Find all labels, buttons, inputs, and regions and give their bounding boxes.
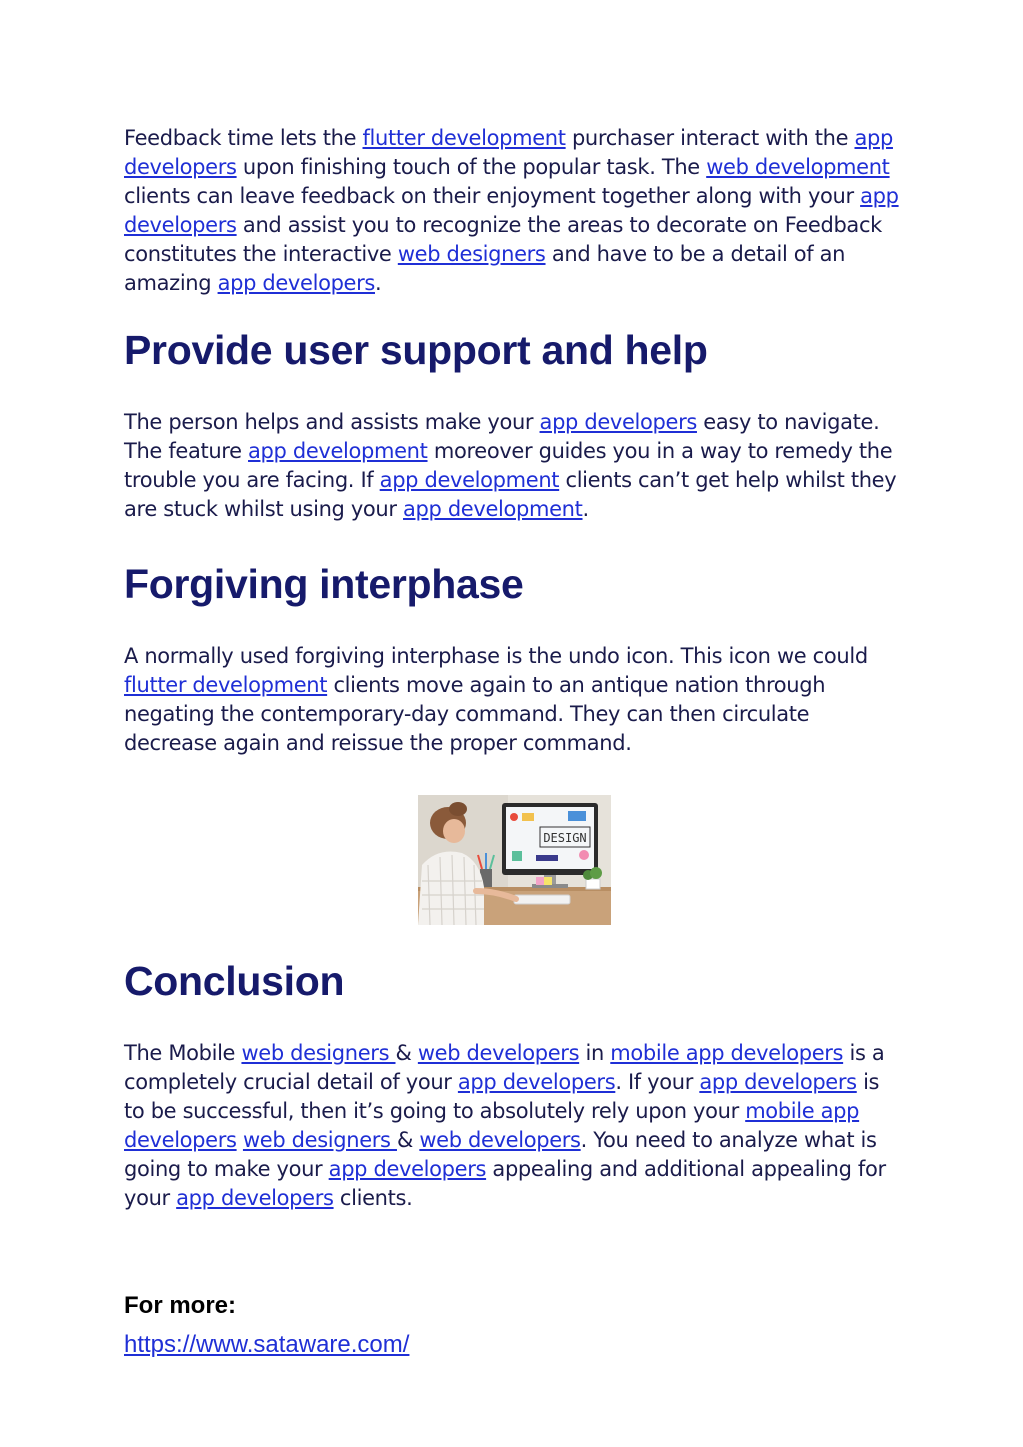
- link-web-development[interactable]: web development: [706, 155, 890, 179]
- intro-paragraph: Feedback time lets the flutter development purchaser interact with the app developers upon finishing touch of the popular task. The web development clients can leave feedback on their enjoyment together along with your app developers and assist you to recognize the areas to decorate on Feedback constitutes the interactive web designers and have to be a detail of an amazing app developers.: [124, 126, 899, 295]
- design-photo-illustration: [418, 795, 611, 925]
- link-app-developers[interactable]: app developers: [699, 1070, 857, 1094]
- for-more-label: For more:: [124, 1292, 237, 1319]
- link-app-developers[interactable]: app developers: [124, 126, 893, 179]
- forgiving-paragraph: A normally used forgiving interphase is the undo icon. This icon we could flutter development clients move again to an antique nation through negating the contemporary-day command. They can then circulate decrease again and reissue the proper command.: [124, 644, 868, 755]
- document-page: [124, 124, 904, 1359]
- link-web-designers[interactable]: web designers: [397, 242, 546, 266]
- heading-conclusion: Conclusion: [124, 958, 345, 1004]
- link-web-designers[interactable]: web designers: [242, 1128, 397, 1152]
- conclusion-paragraph: The Mobile web designers & web developers in mobile app developers is a completely crucial detail of your app developers. If your app developers is to be successful, then it’s going to absolutely rely upon your mobile app developers web designers & web developers. You need to analyze what is going to make your app developers appealing and additional appealing for your app developers clients.: [124, 1041, 886, 1210]
- support-paragraph: The person helps and assists make your app developers easy to navigate. The feature app development moreover guides you in a way to remedy the trouble you are facing. If app development clients can’t get help whilst they are stuck whilst using your app development.: [124, 410, 897, 521]
- link-web-developers[interactable]: web developers: [419, 1128, 581, 1152]
- link-app-developers[interactable]: app developers: [457, 1070, 616, 1094]
- link-app-developers[interactable]: app developers: [217, 271, 375, 295]
- design-workspace-photo: [418, 795, 611, 925]
- sataware-url-link[interactable]: https://www.sataware.com/: [124, 1331, 410, 1358]
- link-app-developers[interactable]: app developers: [176, 1186, 334, 1210]
- link-flutter-development[interactable]: flutter development: [362, 126, 566, 150]
- link-app-developers[interactable]: app developers: [539, 410, 697, 434]
- link-app-development[interactable]: app development: [379, 468, 560, 492]
- link-mobile-app-developers[interactable]: mobile app developers: [610, 1041, 844, 1065]
- link-app-developers[interactable]: app developers: [328, 1157, 487, 1181]
- link-web-developers[interactable]: web developers: [417, 1041, 580, 1065]
- link-app-development[interactable]: app development: [248, 439, 428, 463]
- link-mobile-app-developers[interactable]: mobile app developers: [124, 1099, 860, 1152]
- screen-design-text: DESIGN: [542, 831, 587, 845]
- link-app-development[interactable]: app development: [403, 497, 583, 521]
- heading-forgiving-interphase: Forgiving interphase: [124, 561, 524, 607]
- link-flutter-development[interactable]: flutter development: [124, 673, 328, 697]
- link-app-developers[interactable]: app developers: [124, 184, 899, 237]
- figure-container: [124, 795, 904, 925]
- link-web-designers[interactable]: web designers: [241, 1041, 396, 1065]
- heading-user-support: Provide user support and help: [124, 327, 708, 373]
